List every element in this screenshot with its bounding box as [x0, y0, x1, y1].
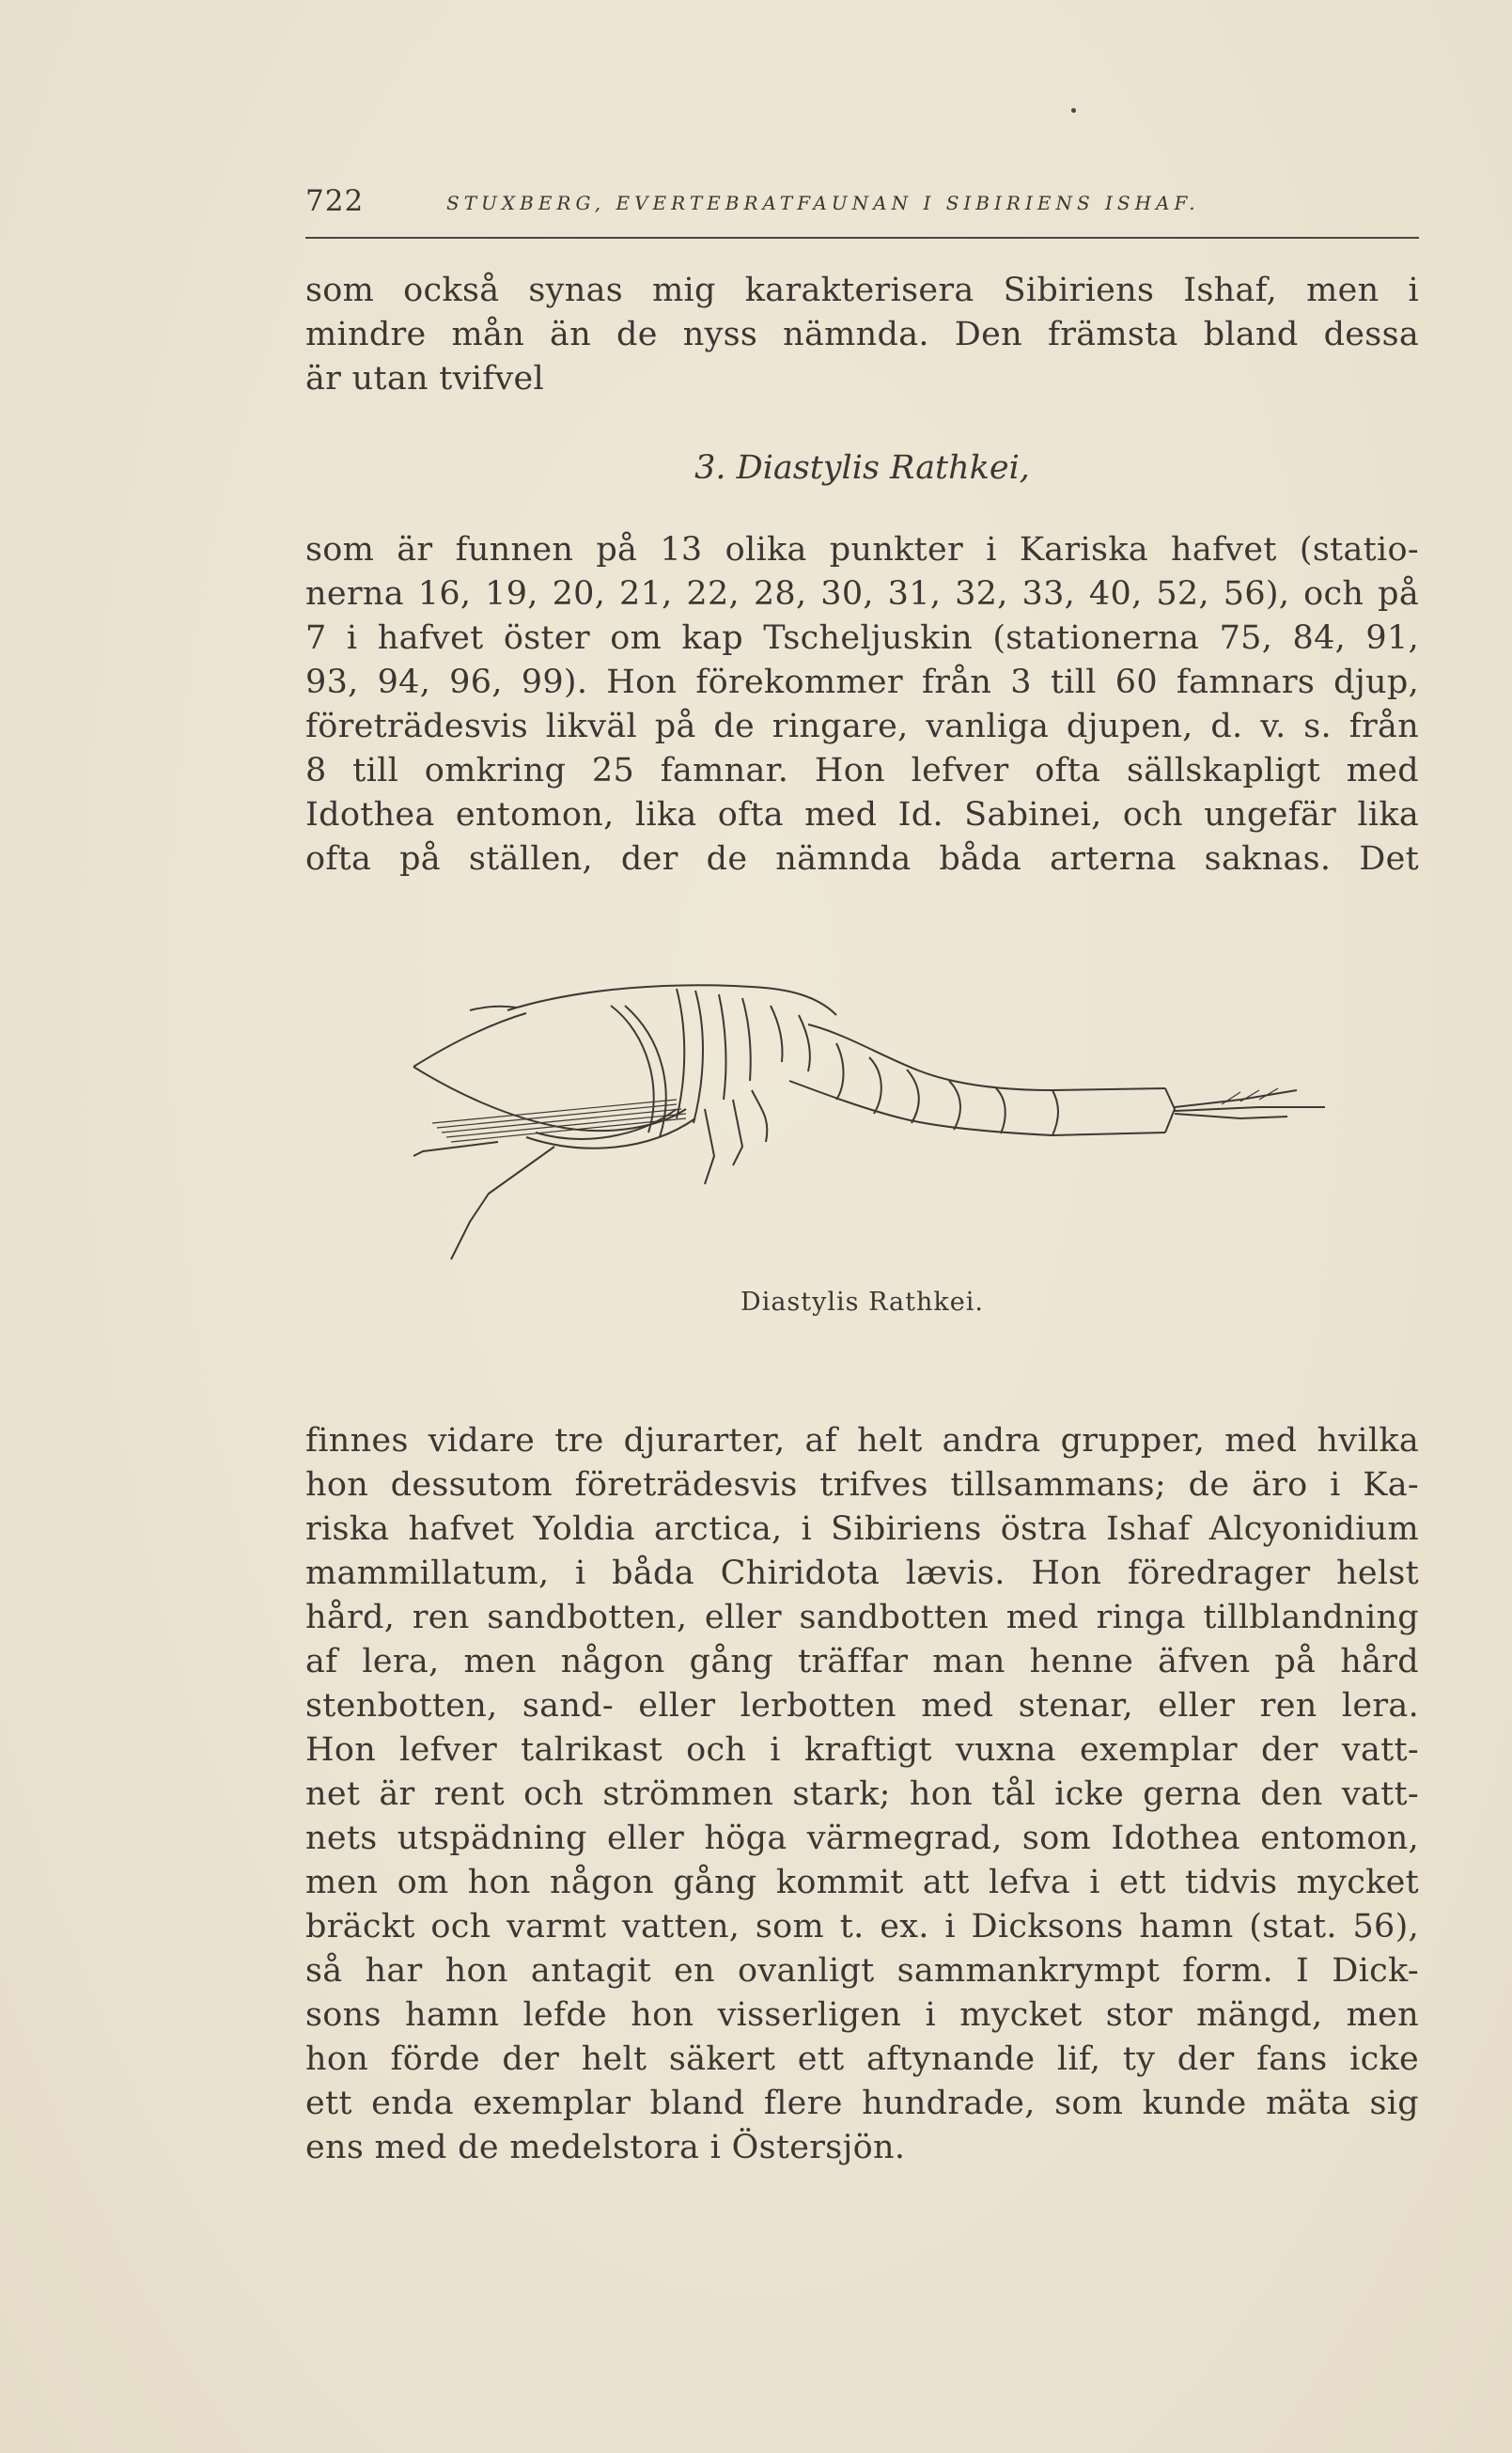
- page-number: 722: [305, 184, 365, 218]
- text-line: nerna 16, 19, 20, 21, 22, 28, 30, 31, 32, 33, 40, 52, 56), och på: [305, 575, 1419, 613]
- text-line: 93, 94, 96, 99). Hon förekommer från 3 till 60 famnars djup,: [305, 664, 1419, 701]
- uropod: [1175, 1107, 1325, 1111]
- segment-line: [719, 994, 725, 1100]
- text-line: net är rent och strömmen stark; hon tål icke gerna den vatt-: [305, 1775, 1419, 1813]
- paragraph-distribution: [305, 528, 1419, 882]
- text-line: 7 i hafvet öster om kap Tscheljuskin (stationerna 75, 84, 91,: [305, 619, 1419, 657]
- text-line: sons hamn lefde hon visserligen i mycket stor mängd, men: [305, 1996, 1419, 2034]
- uropod: [1175, 1090, 1297, 1107]
- abdomen-segment: [869, 1057, 881, 1114]
- text-line: nets utspädning eller höga värmegrad, som Idothea entomon,: [305, 1820, 1419, 1857]
- text-line: stenbotten, sand- eller lerbotten med stenar, eller ren lera.: [305, 1687, 1419, 1725]
- segment-line: [742, 998, 751, 1081]
- abdomen-segment: [836, 1043, 844, 1100]
- text-line: af lera, men någon gång träffar man henne äfven på hård: [305, 1643, 1419, 1680]
- text-line: mindre mån än de nyss nämnda. Den främsta bland dessa: [305, 316, 1419, 353]
- segment-line: [771, 1006, 783, 1062]
- leg: [705, 1109, 714, 1184]
- text-line: finnes vidare tre djurarter, af helt andra grupper, med hvilka: [305, 1422, 1419, 1460]
- uropod-spines: [1222, 1088, 1278, 1104]
- header-rule: [305, 237, 1419, 239]
- text-line: men om hon någon gång kommit att lefva i ett tidvis mycket: [305, 1864, 1419, 1901]
- text-line: ofta på ställen, der de nämnda båda arterna saknas. Det: [305, 840, 1419, 878]
- telson: [1165, 1088, 1175, 1133]
- hatch-line: [437, 1104, 677, 1128]
- figure-caption: Diastylis Rathkei.: [740, 1288, 984, 1317]
- text-line: som är funnen på 13 olika punkter i Kariska hafvet (statio-: [305, 531, 1419, 569]
- carapace-front: [413, 1013, 526, 1067]
- text-line: så har hon antagit en ovanligt sammankrympt form. I Dick-: [305, 1952, 1419, 1990]
- text-line: ett enda exemplar bland flere hundrade, som kunde mäta sig: [305, 2085, 1419, 2122]
- page-header: [305, 184, 1419, 222]
- text-line: är utan tvifvel: [305, 360, 545, 398]
- text-line: företrädesvis likväl på de ringare, vanliga djupen, d. v. s. från: [305, 708, 1419, 745]
- text-line: hon förde der helt säkert ett aftynande lif, ty der fans icke: [305, 2040, 1419, 2078]
- hatching: [432, 1100, 686, 1142]
- text-line: ens med de medelstora i Östersjön.: [305, 2129, 906, 2166]
- text-line: Hon lefver talrikast och i kraftigt vuxna exemplar der vatt-: [305, 1731, 1419, 1769]
- abdomen-segment: [996, 1088, 1005, 1133]
- carapace-outline: [507, 985, 836, 1015]
- abdomen-outline: [808, 1024, 1165, 1090]
- abdomen-segment: [907, 1070, 919, 1123]
- text-line: bräckt och varmt vatten, som t. ex. i Dicksons hamn (stat. 56),: [305, 1908, 1419, 1945]
- text-line: som också synas mig karakterisera Sibiriens Ishaf, men i: [305, 272, 1419, 309]
- species-name: Diastylis Rathkei,: [736, 449, 1030, 487]
- text-line: riska hafvet Yoldia arctica, i Sibiriens östra Ishaf Alcyonidium: [305, 1510, 1419, 1548]
- paragraph-habitat: [305, 1419, 1419, 2170]
- hatch-line: [432, 1100, 677, 1123]
- segment-line: [677, 989, 684, 1118]
- text-line: hård, ren sandbotten, eller sandbotten med ringa tillblandning: [305, 1599, 1419, 1636]
- leg: [526, 1118, 695, 1148]
- diastylis-illustration: [395, 968, 1334, 1278]
- intro-paragraph: [305, 269, 1419, 401]
- running-head: STUXBERG, EVERTEBRATFAUNAN I SIBIRIENS ISHAF.: [446, 192, 1200, 214]
- species-heading: [305, 449, 1419, 487]
- uropod: [1175, 1114, 1287, 1118]
- ink-speck: [1071, 108, 1076, 113]
- leg: [413, 1142, 498, 1156]
- segment-line: [694, 991, 703, 1123]
- text-line: 8 till omkring 25 famnar. Hon lefver ofta sällskapligt med: [305, 752, 1419, 789]
- abdomen-segment: [1052, 1090, 1058, 1135]
- text-line: Idothea entomon, lika ofta med Id. Sabinei, och ungefär lika: [305, 796, 1419, 834]
- text-line: hon dessutom företrädesvis trifves tillsammans; de äro i Ka-: [305, 1466, 1419, 1504]
- hatch-line: [442, 1109, 681, 1133]
- leg: [451, 1147, 554, 1259]
- leg: [733, 1100, 742, 1165]
- leg: [752, 1090, 767, 1142]
- abdomen-segment: [949, 1081, 960, 1130]
- species-number: 3.: [694, 449, 726, 487]
- segment-line: [799, 1015, 810, 1071]
- text-line: mammillatum, i båda Chiridota lævis. Hon föredrager helst: [305, 1555, 1419, 1592]
